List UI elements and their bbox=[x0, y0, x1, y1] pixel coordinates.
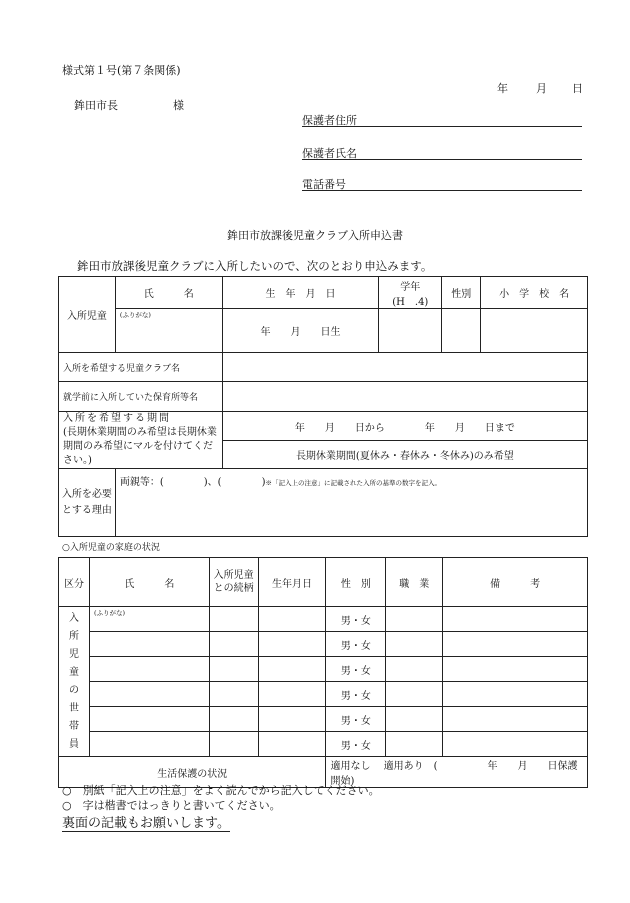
child-label: 入所児童 bbox=[59, 277, 116, 353]
col-relation: 入所児童との続柄 bbox=[209, 558, 258, 607]
member-relation-cell[interactable] bbox=[209, 657, 258, 682]
member-name-cell[interactable] bbox=[89, 732, 209, 757]
intro-text: 鉾田市放課後児童クラブに入所したいので、次のとおり申込みます。 bbox=[77, 259, 433, 273]
period-long-option[interactable]: 長期休業期間(夏休み・春休み・冬休み)のみ希望 bbox=[222, 441, 587, 469]
group-char: 員 bbox=[68, 738, 79, 750]
member-birth-cell[interactable] bbox=[258, 707, 326, 732]
member-note-cell[interactable] bbox=[443, 707, 588, 732]
reason-note: ※「記入上の注意」に記載された入所の基準の数字を記入。 bbox=[265, 479, 441, 487]
period-label-cell bbox=[59, 412, 223, 469]
group-char: の bbox=[68, 684, 79, 696]
nursery-field[interactable] bbox=[222, 382, 587, 412]
member-name-cell[interactable] bbox=[89, 657, 209, 682]
phone-label: 電話番号 bbox=[302, 178, 346, 191]
child-name-cell[interactable] bbox=[115, 309, 222, 353]
member-name-cell[interactable] bbox=[89, 707, 209, 732]
date-year: 年 bbox=[497, 82, 508, 95]
member-birth-cell[interactable] bbox=[258, 657, 326, 682]
member-sex-cell[interactable]: 男・女 bbox=[326, 632, 386, 657]
member-relation-cell[interactable] bbox=[209, 732, 258, 757]
guardian-address-field[interactable] bbox=[302, 112, 582, 127]
grade-label: 学年 bbox=[400, 281, 421, 293]
member-note-cell[interactable] bbox=[443, 657, 588, 682]
col-school: 小 学 校 名 bbox=[481, 277, 588, 309]
member-birth-cell[interactable] bbox=[258, 632, 326, 657]
member-name-cell[interactable] bbox=[89, 632, 209, 657]
child-school-cell[interactable] bbox=[481, 309, 588, 353]
col-sex: 性別 bbox=[442, 277, 481, 309]
guardian-name-label: 保護者氏名 bbox=[302, 147, 357, 160]
col-grade bbox=[379, 277, 442, 309]
period-label: 入所を希望する期間 bbox=[63, 413, 171, 424]
member-job-cell[interactable] bbox=[386, 657, 443, 682]
reason-field[interactable] bbox=[115, 469, 587, 537]
member-sex-cell[interactable]: 男・女 bbox=[326, 682, 386, 707]
col-member-birth: 生年月日 bbox=[258, 558, 326, 607]
group-char: 児 bbox=[68, 648, 79, 660]
member-birth-cell[interactable] bbox=[258, 607, 326, 632]
period-dates-field[interactable]: 年 月 日から 年 月 日まで bbox=[222, 412, 587, 441]
footnote-2: ○ 字は楷書ではっきりと書いてください。 bbox=[62, 799, 281, 812]
grade-sub: (H .4) bbox=[392, 296, 429, 308]
member-job-cell[interactable] bbox=[386, 732, 443, 757]
family-table bbox=[58, 557, 588, 788]
member-sex-cell[interactable]: 男・女 bbox=[326, 732, 386, 757]
member-relation-cell[interactable] bbox=[209, 632, 258, 657]
member-name-cell[interactable] bbox=[89, 682, 209, 707]
member-job-cell[interactable] bbox=[386, 707, 443, 732]
form-number: 様式第１号(第７条関係) bbox=[62, 64, 181, 77]
col-member-sex: 性 別 bbox=[326, 558, 386, 607]
member-relation-cell[interactable] bbox=[209, 607, 258, 632]
furigana-label: (ふりがな) bbox=[93, 609, 126, 617]
application-table bbox=[58, 276, 588, 537]
guardian-address-label: 保護者住所 bbox=[302, 114, 357, 127]
col-kubun: 区分 bbox=[59, 558, 90, 607]
group-char: 入 bbox=[68, 612, 79, 624]
back-side-note: 裏面の記載もお願いします。 bbox=[62, 812, 230, 832]
member-note-cell[interactable] bbox=[443, 732, 588, 757]
member-job-cell[interactable] bbox=[386, 682, 443, 707]
member-job-cell[interactable] bbox=[386, 607, 443, 632]
addressee: 鉾田市長 bbox=[74, 99, 118, 112]
group-char: 童 bbox=[68, 666, 79, 678]
guardian-name-field[interactable] bbox=[302, 145, 582, 160]
welfare-label: 生活保護の状況 bbox=[59, 757, 326, 788]
member-birth-cell[interactable] bbox=[258, 732, 326, 757]
member-name-cell[interactable] bbox=[89, 607, 209, 632]
welfare-field[interactable]: 適用なし 適用あり ( 年 月 日保護開始) bbox=[326, 757, 588, 788]
footnote-1: ○ 別紙「記入上の注意」をよく読んでから記入してください。 bbox=[62, 784, 380, 797]
member-note-cell[interactable] bbox=[443, 682, 588, 707]
group-char: 帯 bbox=[68, 720, 79, 732]
furigana-label: (ふりがな) bbox=[119, 311, 151, 319]
member-sex-cell[interactable]: 男・女 bbox=[326, 707, 386, 732]
club-field[interactable] bbox=[222, 353, 587, 382]
col-birth: 生 年 月 日 bbox=[222, 277, 379, 309]
member-sex-cell[interactable]: 男・女 bbox=[326, 607, 386, 632]
reason-label: 入所を必要とする理由 bbox=[59, 469, 116, 537]
col-name: 氏 名 bbox=[115, 277, 222, 309]
member-note-cell[interactable] bbox=[443, 632, 588, 657]
group-char: 所 bbox=[68, 630, 79, 642]
member-job-cell[interactable] bbox=[386, 632, 443, 657]
nursery-label: 就学前に入所していた保育所等名 bbox=[59, 382, 223, 412]
period-note: (長期休業期間のみ希望は長期休業期間のみ希望にマルを付けてください。) bbox=[63, 427, 217, 466]
date-day: 日 bbox=[572, 82, 583, 95]
date-month: 月 bbox=[536, 82, 547, 95]
member-note-cell[interactable] bbox=[443, 607, 588, 632]
club-label: 入所を希望する児童クラブ名 bbox=[59, 353, 223, 382]
col-member-name: 氏 名 bbox=[89, 558, 209, 607]
child-sex-cell[interactable] bbox=[442, 309, 481, 353]
group-char: 世 bbox=[68, 702, 79, 714]
addressee-honorific: 様 bbox=[173, 99, 184, 112]
phone-field[interactable] bbox=[302, 176, 582, 191]
child-grade-cell[interactable] bbox=[379, 309, 442, 353]
col-member-job: 職 業 bbox=[386, 558, 443, 607]
member-birth-cell[interactable] bbox=[258, 682, 326, 707]
reason-parents: 両親等：( )、( ) bbox=[119, 477, 266, 488]
member-relation-cell[interactable] bbox=[209, 682, 258, 707]
child-birth-cell[interactable]: 年 月 日生 bbox=[222, 309, 379, 353]
col-member-note: 備 考 bbox=[443, 558, 588, 607]
family-heading: ○入所児童の家庭の状況 bbox=[62, 543, 160, 553]
member-relation-cell[interactable] bbox=[209, 707, 258, 732]
form-title: 鉾田市放課後児童クラブ入所申込書 bbox=[227, 229, 403, 242]
household-group-label bbox=[59, 607, 90, 757]
member-sex-cell[interactable]: 男・女 bbox=[326, 657, 386, 682]
